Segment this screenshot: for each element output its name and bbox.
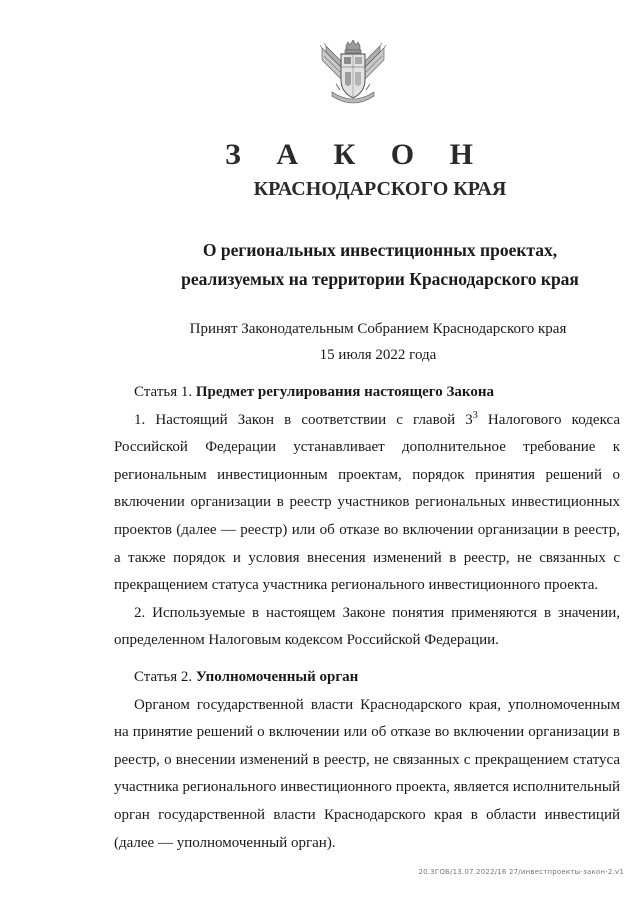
law-subject-line-2: реализуемых на территории Краснодарского края [181, 269, 579, 289]
law-subject-title [0, 236, 640, 294]
adoption-date: 15 июля 2022 года [319, 347, 437, 363]
region-heading: КРАСНОДАРСКОГО КРАЯ [253, 178, 507, 200]
article-2-heading [114, 664, 620, 692]
article-2-title: Уполномоченный орган [195, 669, 359, 685]
article-2-prefix: Статья 2. [134, 669, 193, 685]
article-1 [114, 379, 620, 655]
article-2 [114, 664, 620, 857]
adoption-body: Принят Законодательным Собранием Краснодарского края [189, 321, 567, 337]
article-2-paragraph-1: Органом государственной власти Краснодарского края, уполномоченным на принятие решений о включении или об отказе во включении организации в реестр, о внесении изменений в реестр, не связанных с прекращением статуса участника регионального инвестиционного проекта, является исполнительный орган государственной власти Краснодарского края в области инвестиций (далее — уполномоченный орган). [114, 696, 620, 851]
article-1-prefix: Статья 1. [134, 384, 193, 400]
article-1-paragraph-1 [114, 407, 620, 600]
document-type-heading: З А К О Н [225, 138, 487, 171]
document-footer-stamp: 20.ЗГОБ/13.07.2022/16 27/инвестпроекты-закон-2.v1 [418, 868, 624, 876]
article-1-heading [114, 379, 620, 407]
adoption-info [0, 316, 640, 368]
coat-of-arms-icon [318, 40, 388, 108]
law-subject-line-1: О региональных инвестиционных проектах, [202, 240, 558, 260]
chapter-superscript: 3 [472, 409, 478, 421]
article-1-title: Предмет регулирования настоящего Закона [195, 384, 494, 400]
article-1-paragraph-2: 2. Используемые в настоящем Законе понятия применяются в значении, определенном Налоговым кодексом Российской Федерации. [114, 604, 620, 649]
article-1-p1-text-b: Налогового кодекса Российской Федерации устанавливает дополнительное требование к региональным инвестиционным проектам, порядок принятия решений о включении организации в реестр участников региональных инвестиционных проектов (далее — реестр) или об отказе во включении организации в реестр, а также порядок и условия внесения изменений в реестр, не связанных с прекращением статуса участника регионального инвестиционного проекта. [114, 411, 620, 594]
article-1-p1-text-a: 1. Настоящий Закон в соответствии с главой 3 [134, 411, 473, 428]
